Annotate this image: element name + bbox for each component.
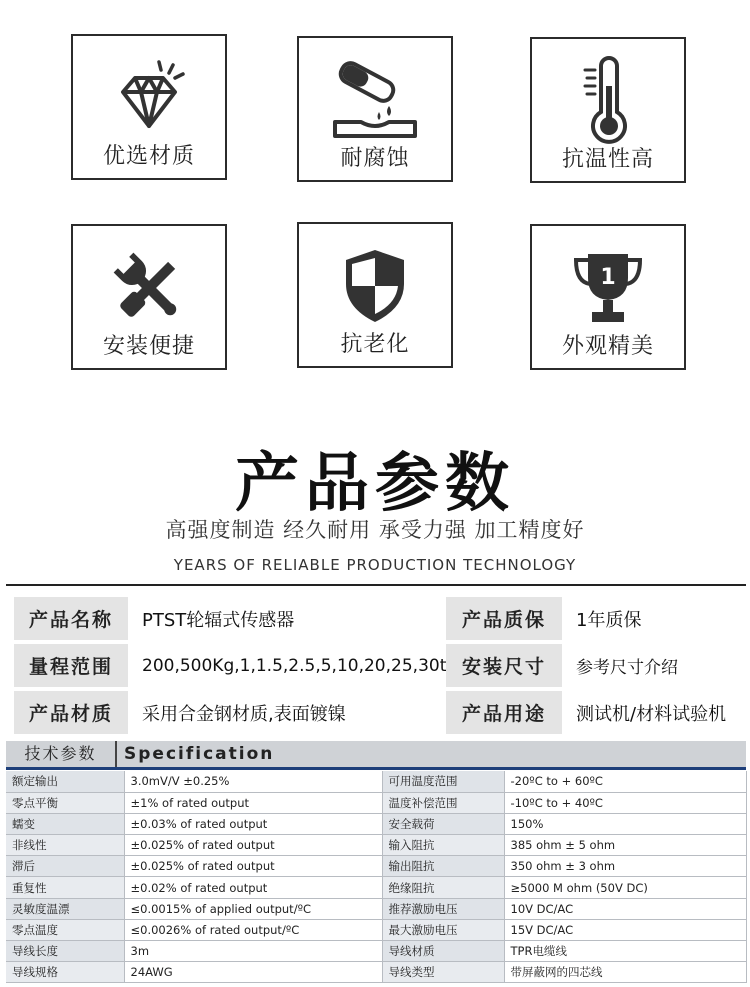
info-value: 200,500Kg,1,1.5,2.5,5,10,20,25,30t — [130, 642, 444, 689]
feature-card-appearance — [530, 224, 686, 370]
spec-key: 最大激励电压 — [382, 919, 504, 940]
spec-key: 可用温度范围 — [382, 771, 504, 792]
spec-value: ±0.03% of rated output — [124, 813, 382, 834]
feature-card-easy-install — [71, 224, 227, 370]
trophy-icon — [532, 242, 684, 334]
spec-key: 温度补偿范围 — [382, 792, 504, 813]
spec-key: 重复性 — [6, 877, 124, 898]
table-row — [6, 962, 746, 983]
info-key: 安装尺寸 — [444, 642, 564, 689]
feature-card-corrosion — [297, 36, 453, 182]
spec-key: 非线性 — [6, 835, 124, 856]
spec-key: 导线类型 — [382, 962, 504, 983]
page-subtitle: 高强度制造 经久耐用 承受力强 加工精度好 — [165, 518, 585, 542]
spec-value: ±0.025% of rated output — [124, 856, 382, 877]
spec-key: 额定输出 — [6, 771, 124, 792]
table-row — [6, 771, 746, 792]
table-row — [6, 898, 746, 919]
spec-value: ≤0.0026% of rated output/ºC — [124, 919, 382, 940]
spec-header — [6, 741, 746, 767]
spec-key: 安全载荷 — [382, 813, 504, 834]
spec-value: 24AWG — [124, 962, 382, 983]
table-row — [12, 689, 740, 736]
feature-card-material — [71, 34, 227, 180]
table-row — [6, 856, 746, 877]
table-row — [6, 792, 746, 813]
feature-label: 抗温性高 — [561, 147, 654, 172]
trophy-number: 1 — [600, 265, 616, 290]
feature-card-heat-resistance — [530, 37, 686, 183]
info-value: 1年质保 — [564, 595, 740, 642]
feature-label: 安装便捷 — [102, 334, 195, 359]
spec-key: 导线长度 — [6, 941, 124, 962]
wrench-screwdriver-icon — [73, 242, 225, 334]
thermometer-icon — [532, 55, 684, 147]
table-row — [12, 642, 740, 689]
spec-value: 350 ohm ± 3 ohm — [504, 856, 746, 877]
spec-key: 零点温度 — [6, 919, 124, 940]
spec-value: 3.0mV/V ±0.25% — [124, 771, 382, 792]
info-value: 采用合金钢材质,表面镀镍 — [130, 689, 444, 736]
info-key: 产品材质 — [12, 689, 130, 736]
table-row — [6, 877, 746, 898]
spec-value: 385 ohm ± 5 ohm — [504, 835, 746, 856]
feature-label: 优选材质 — [102, 144, 195, 169]
product-info-table — [10, 593, 742, 738]
spec-value: 150% — [504, 813, 746, 834]
spec-value: ±0.02% of rated output — [124, 877, 382, 898]
diamond-icon — [73, 52, 225, 144]
spec-key: 蠕变 — [6, 813, 124, 834]
spec-value: ±0.025% of rated output — [124, 835, 382, 856]
spec-value: 带屏蔽网的四芯线 — [504, 962, 746, 983]
feature-label: 耐腐蚀 — [340, 146, 410, 171]
spec-header-cn: 技术参数 — [6, 741, 117, 767]
spec-value: ≤0.0015% of applied output/ºC — [124, 898, 382, 919]
acid-tube-icon — [299, 54, 451, 146]
spec-value: -20ºC to + 60ºC — [504, 771, 746, 792]
spec-table — [6, 771, 747, 983]
spec-header-en: Specification — [124, 744, 275, 764]
info-key: 产品质保 — [444, 595, 564, 642]
spec-value: TPR电缆线 — [504, 941, 746, 962]
spec-value: 15V DC/AC — [504, 919, 746, 940]
table-row — [6, 835, 746, 856]
table-row — [6, 919, 746, 940]
feature-card-anti-aging — [297, 222, 453, 368]
english-tagline: YEARS OF RELIABLE PRODUCTION TECHNOLOGY — [173, 556, 577, 574]
spec-value: 10V DC/AC — [504, 898, 746, 919]
spec-key: 输入阻抗 — [382, 835, 504, 856]
spec-divider — [6, 767, 746, 770]
info-value: 测试机/材料试验机 — [564, 689, 740, 736]
spec-key: 灵敏度温漂 — [6, 898, 124, 919]
spec-value: ±1% of rated output — [124, 792, 382, 813]
info-key: 产品名称 — [12, 595, 130, 642]
spec-key: 推荐激励电压 — [382, 898, 504, 919]
spec-value: ≥5000 M ohm (50V DC) — [504, 877, 746, 898]
spec-key: 绝缘阻抗 — [382, 877, 504, 898]
spec-key: 导线规格 — [6, 962, 124, 983]
info-key: 产品用途 — [444, 689, 564, 736]
spec-key: 输出阻抗 — [382, 856, 504, 877]
spec-value: -10ºC to + 40ºC — [504, 792, 746, 813]
feature-label: 抗老化 — [340, 332, 410, 357]
spec-key: 滞后 — [6, 856, 124, 877]
info-key: 量程范围 — [12, 642, 130, 689]
spec-key: 导线材质 — [382, 941, 504, 962]
table-row — [6, 813, 746, 834]
shield-icon — [299, 240, 451, 332]
info-value: 参考尺寸介绍 — [564, 642, 740, 689]
table-row — [6, 941, 746, 962]
spec-value: 3m — [124, 941, 382, 962]
table-row — [12, 595, 740, 642]
page-title: 产品参数 — [235, 447, 515, 521]
feature-label: 外观精美 — [561, 334, 654, 359]
info-value: PTST轮辐式传感器 — [130, 595, 444, 642]
divider — [6, 584, 746, 586]
spec-key: 零点平衡 — [6, 792, 124, 813]
